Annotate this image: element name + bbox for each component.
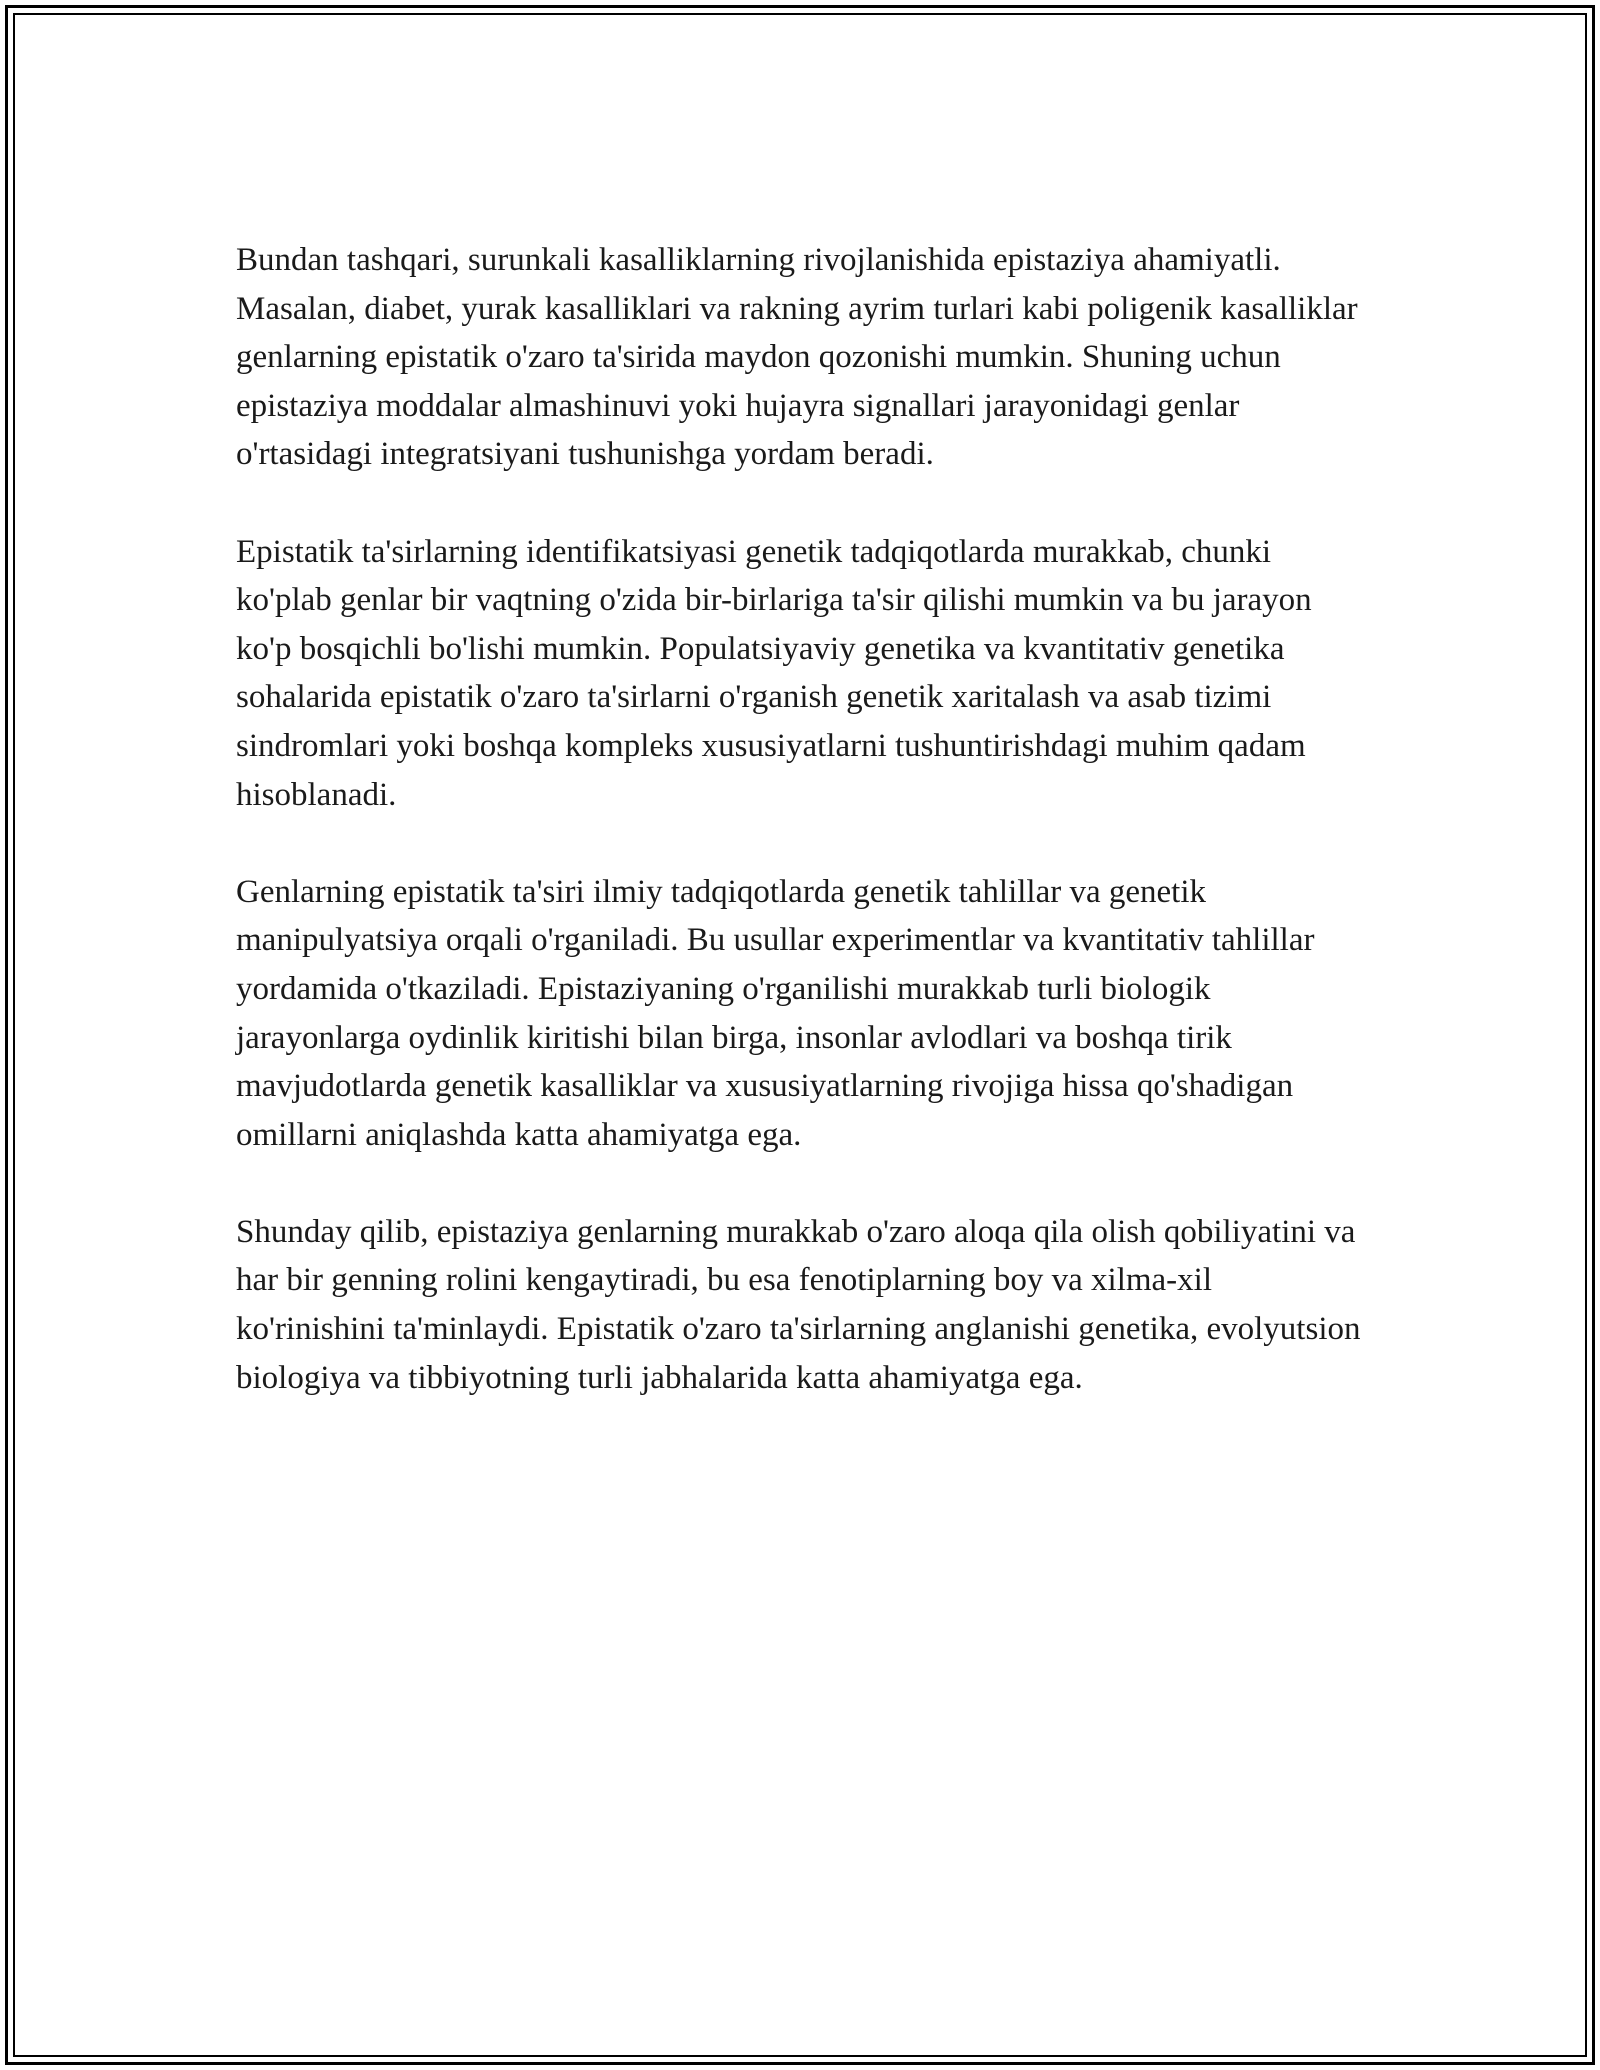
document-body [236,236,1366,1451]
paragraph-1: Bundan tashqari, surunkali kasalliklarning rivojlanishida epistaziya ahamiyatli. Masalan, diabet, yurak kasalliklari va rakning ayrim turlari kabi poligenik kasalliklar genlarning epistatik o'zaro ta'sirida maydon qozonishi mumkin. Shuning uchun epistaziya moddalar almashinuvi yoki hujayra signallari jarayonidagi genlar o'rtasidagi integratsiyani tushunishga yordam beradi. [236,242,1358,473]
paragraph-2: Epistatik ta'sirlarning identifikatsiyasi genetik tadqiqotlarda murakkab, chunki ko'plab genlar bir vaqtning o'zida bir-birlariga ta'sir qilishi mumkin va bu jarayon ko'p bosqichli bo'lishi mumkin. Populatsiyaviy genetika va kvantitativ genetika sohalarida epistatik o'zaro ta'sirlarni o'rganish genetik xaritalash va asab tizimi sindromlari yoki boshqa kompleks xususiyatlarni tushuntirishdagi muhim qadam hisoblanadi. [236,533,1312,813]
paragraph-4: Shunday qilib, epistaziya genlarning murakkab o'zaro aloqa qila olish qobiliyatini va har bir genning rolini kengaytiradi, bu esa fenotiplarning boy va xilma-xil ko'rinishini ta'minlaydi. Epistatik o'zaro ta'sirlarning anglanishi genetika, evolyutsion biologiya va tibbiyotning turli jabhalarida katta ahamiyatga ega. [236,1213,1361,1396]
paragraph-3: Genlarning epistatik ta'siri ilmiy tadqiqotlarda genetik tahlillar va genetik manipulyatsiya orqali o'rganiladi. Bu usullar experimentlar va kvantitativ tahlillar yordamida o'tkaziladi. Epistaziyaning o'rganilishi murakkab turli biologik jarayonlarga oydinlik kiritishi bilan birga, insonlar avlodlari va boshqa tirik mavjudotlarda genetik kasalliklar va xususiyatlarning rivojiga hissa qo'shadigan omillarni aniqlashda katta ahamiyatga ega. [236,873,1315,1153]
